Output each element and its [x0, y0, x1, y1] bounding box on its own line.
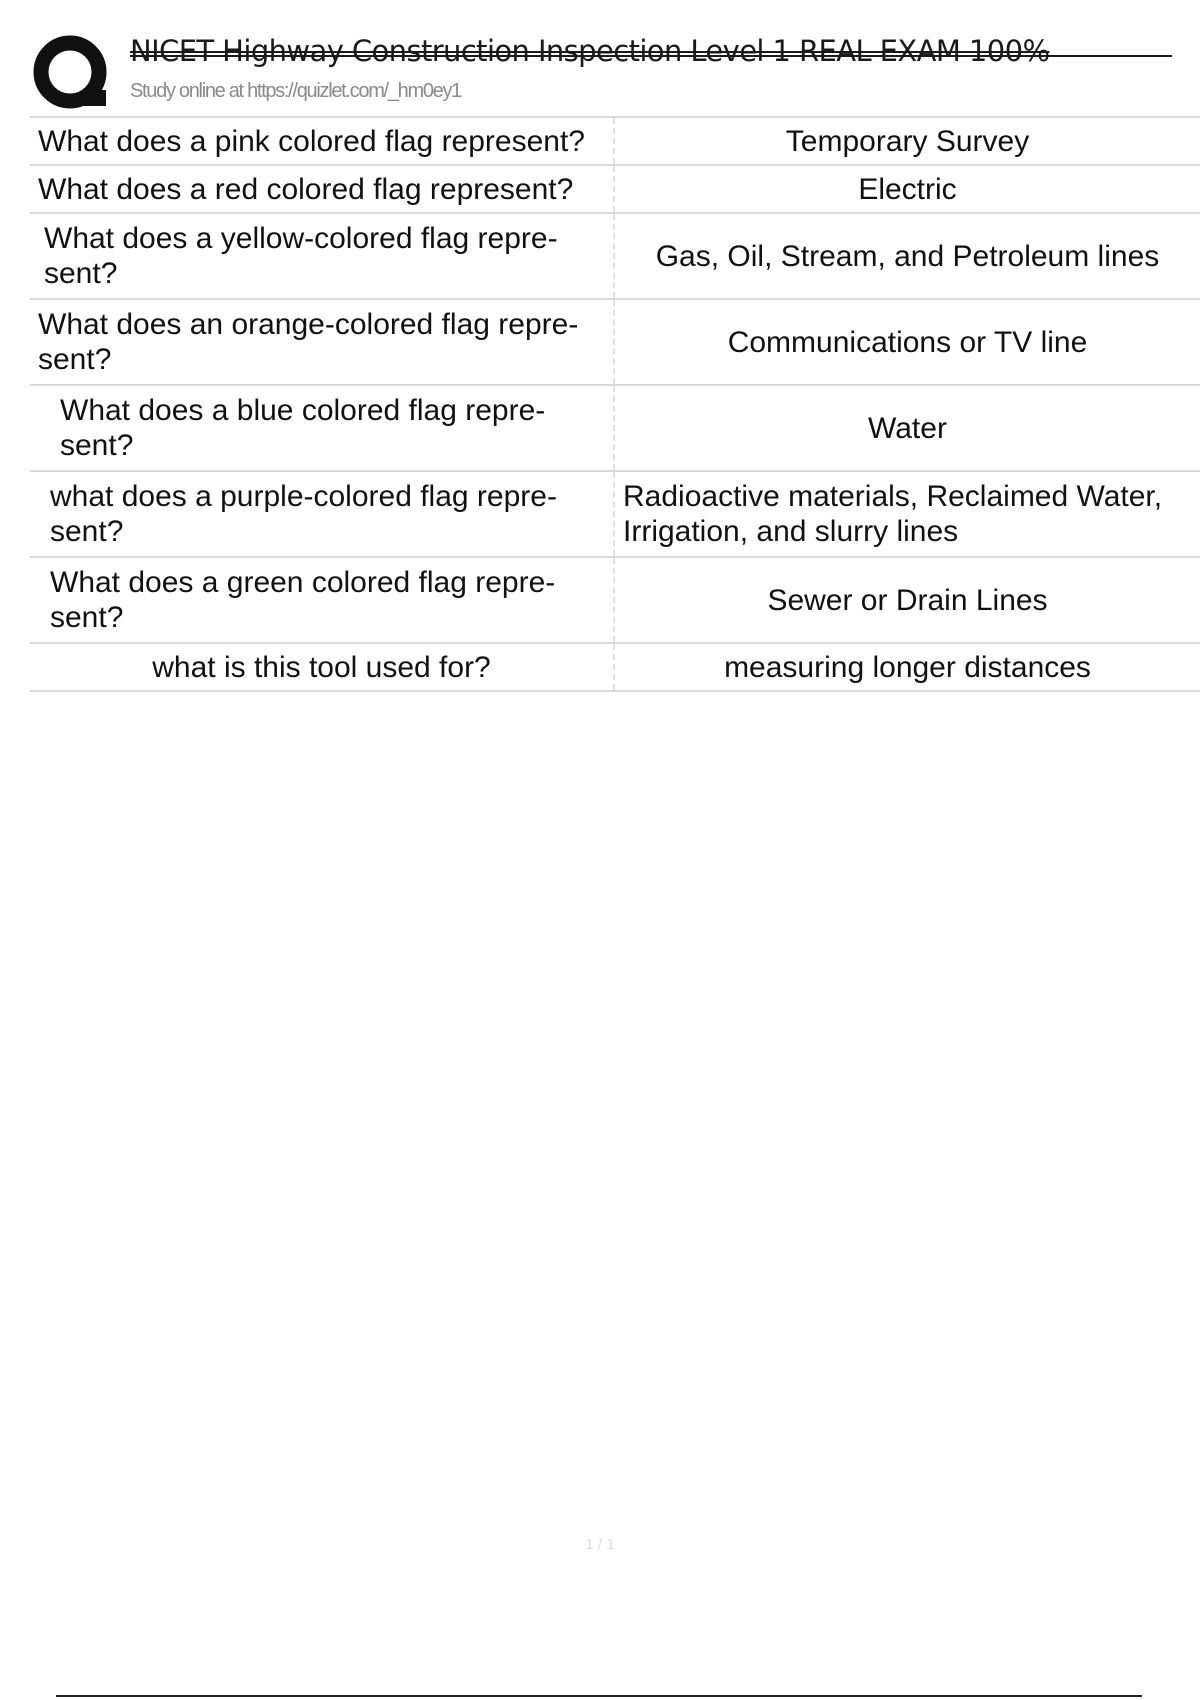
- card-definition: Gas, Oil, Stream, and Petroleum lines: [614, 213, 1200, 299]
- card-term: what is this tool used for?: [30, 643, 614, 691]
- card-term: What does a green colored flag repre- sent?: [30, 557, 614, 643]
- card-definition: Communications or TV line: [614, 299, 1200, 385]
- card-definition: measuring longer distances: [614, 643, 1200, 691]
- card-term: What does a yellow-colored flag repre- sent?: [30, 213, 614, 299]
- table-row: [30, 213, 1200, 299]
- footer-divider: [56, 1695, 1142, 1697]
- table-row: [30, 471, 1200, 557]
- card-term: what does a purple-colored flag repre- sent?: [30, 471, 614, 557]
- page-header: [30, 28, 1150, 114]
- card-definition: Temporary Survey: [614, 117, 1200, 165]
- table-row: [30, 385, 1200, 471]
- table-row: [30, 165, 1200, 213]
- card-term: What does an orange-colored flag repre- sent?: [30, 299, 614, 385]
- table-row: [30, 643, 1200, 691]
- document-title: NICET Highway Construction Inspection Level 1 REAL EXAM 100%: [130, 34, 1050, 68]
- flashcard-table: [30, 116, 1200, 692]
- page-number: 1 / 1: [585, 1536, 615, 1553]
- card-definition: Sewer or Drain Lines: [614, 557, 1200, 643]
- card-definition: Electric: [614, 165, 1200, 213]
- card-term: What does a red colored flag represent?: [30, 165, 614, 213]
- study-online-link[interactable]: Study online at https://quizlet.com/_hm0ey1: [130, 80, 461, 102]
- table-row: [30, 299, 1200, 385]
- card-definition: Radioactive materials, Reclaimed Water, Irrigation, and slurry lines: [614, 471, 1200, 557]
- card-definition: Water: [614, 385, 1200, 471]
- card-term: What does a blue colored flag repre- sent?: [30, 385, 614, 471]
- table-row: [30, 557, 1200, 643]
- table-row: [30, 117, 1200, 165]
- card-term: What does a pink colored flag represent?: [30, 117, 614, 165]
- quizlet-q-logo-icon: [32, 34, 112, 114]
